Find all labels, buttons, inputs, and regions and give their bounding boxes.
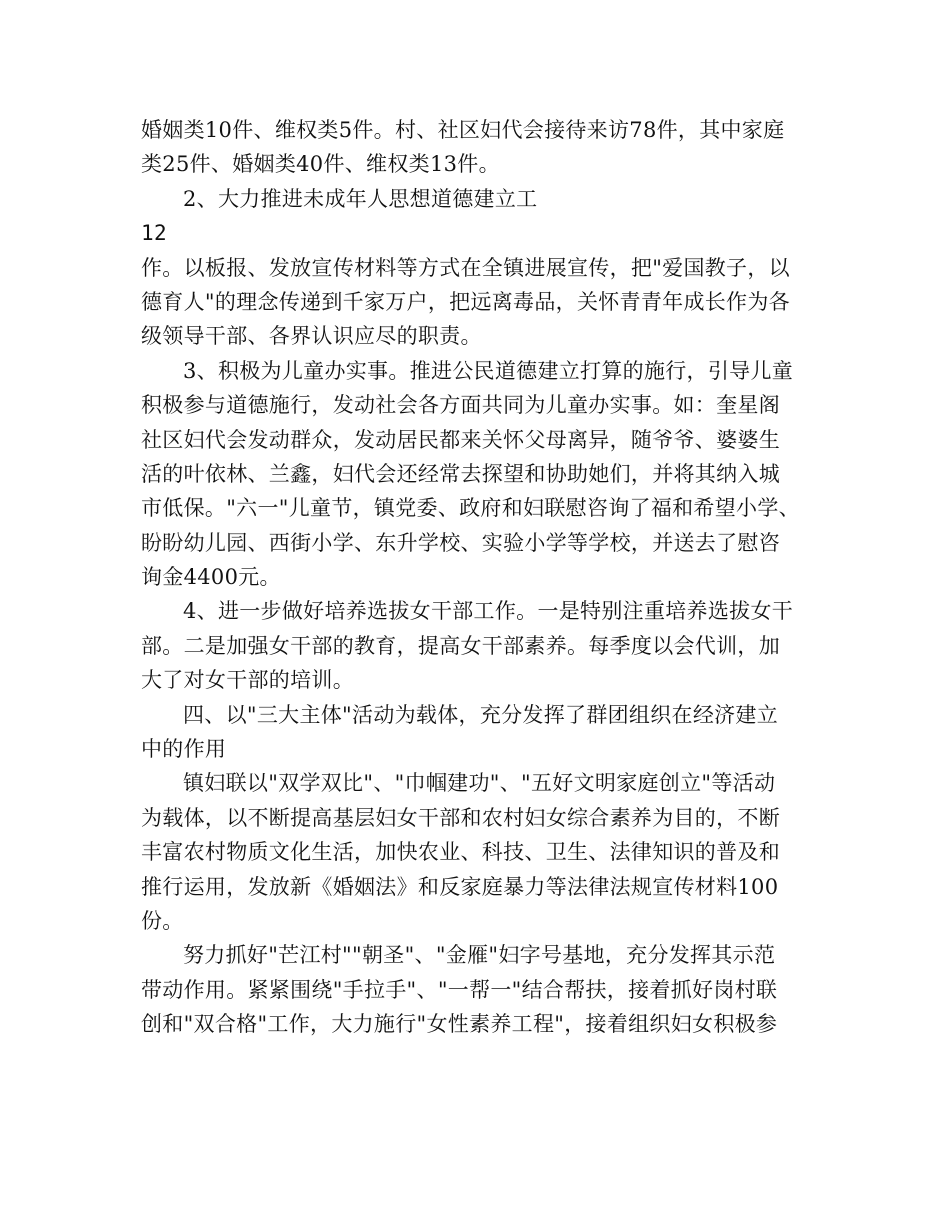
paragraph-heading: 2、大力推进未成年人思想道德建立工 [183,186,538,211]
text-line: 积极参与道德施行，发动社会各方面共同为儿童办实事。如：奎星阁 [141,393,780,418]
paragraph-start: 努力抓好"芒江村""朝圣"、"金雁"妇字号基地，充分发挥其示范 [183,943,776,968]
text-line: 活的叶依林、兰鑫，妇代会还经常去探望和协助她们，并将其纳入城 [141,461,780,486]
text-line: 带动作用。紧紧围绕"手拉手"、"一帮一"结合帮扶，接着抓好岗村联 [141,977,778,1002]
text-line: 丰富农村物质文化生活，加快农业、科技、卫生、法律知识的普及和 [141,840,780,865]
text-line: 询金4400元。 [141,565,281,590]
document-page [141,113,821,1042]
text-line: 盼盼幼儿园、西街小学、东升学校、实验小学等学校，并送去了慰咨 [141,530,780,555]
paragraph-start: 镇妇联以"双学双比"、"巾帼建功"、"五好文明家庭创立"等活动 [183,771,776,796]
text-line: 婚姻类10件、维权类5件。村、社区妇代会接待来访78件，其中家庭 [141,118,785,142]
text-line: 级领导干部、各界认识应尽的职责。 [141,324,482,349]
section-heading: 四、以"三大主体"活动为载体，充分发挥了群团组织在经济建立 [183,702,779,727]
text-line: 部。二是加强女干部的教育，提高女干部素养。每季度以会代训，加 [141,633,780,658]
text-line: 德育人"的理念传递到千家万户，把远离毒品，关怀青青年成长作为各 [141,289,790,314]
text-line: 作。以板报、发放宣传材料等方式在全镇进展宣传，把"爱国教子，以 [141,255,790,280]
text-line: 类25件、婚姻类40件、维权类13件。 [141,152,500,177]
page-number: 12 [141,221,167,246]
text-line: 市低保。"六一"儿童节，镇党委、政府和妇联慰咨询了福和希望小学、 [141,496,800,521]
paragraph-heading: 3、积极为儿童办实事。推进公民道德建立打算的施行，引导儿童 [183,358,794,383]
text-line: 推行运用，发放新《婚姻法》和反家庭暴力等法律法规宣传材料100 [141,874,779,899]
paragraph-heading: 4、进一步做好培养选拔女干部工作。一是特别注重培养选拔女干 [183,599,794,624]
text-line: 社区妇代会发动群众，发动居民都来关怀父母离异，随爷爷、婆婆生 [141,427,780,452]
text-line: 中的作用 [141,737,227,762]
text-line: 创和"双合格"工作，大力施行"女性素养工程"，接着组织妇女积极参 [141,1012,778,1037]
text-line: 份。 [141,908,184,933]
text-line: 为载体，以不断提高基层妇女干部和农村妇女综合素养为目的，不断 [141,805,780,830]
text-line: 大了对女干部的培训。 [141,668,354,693]
